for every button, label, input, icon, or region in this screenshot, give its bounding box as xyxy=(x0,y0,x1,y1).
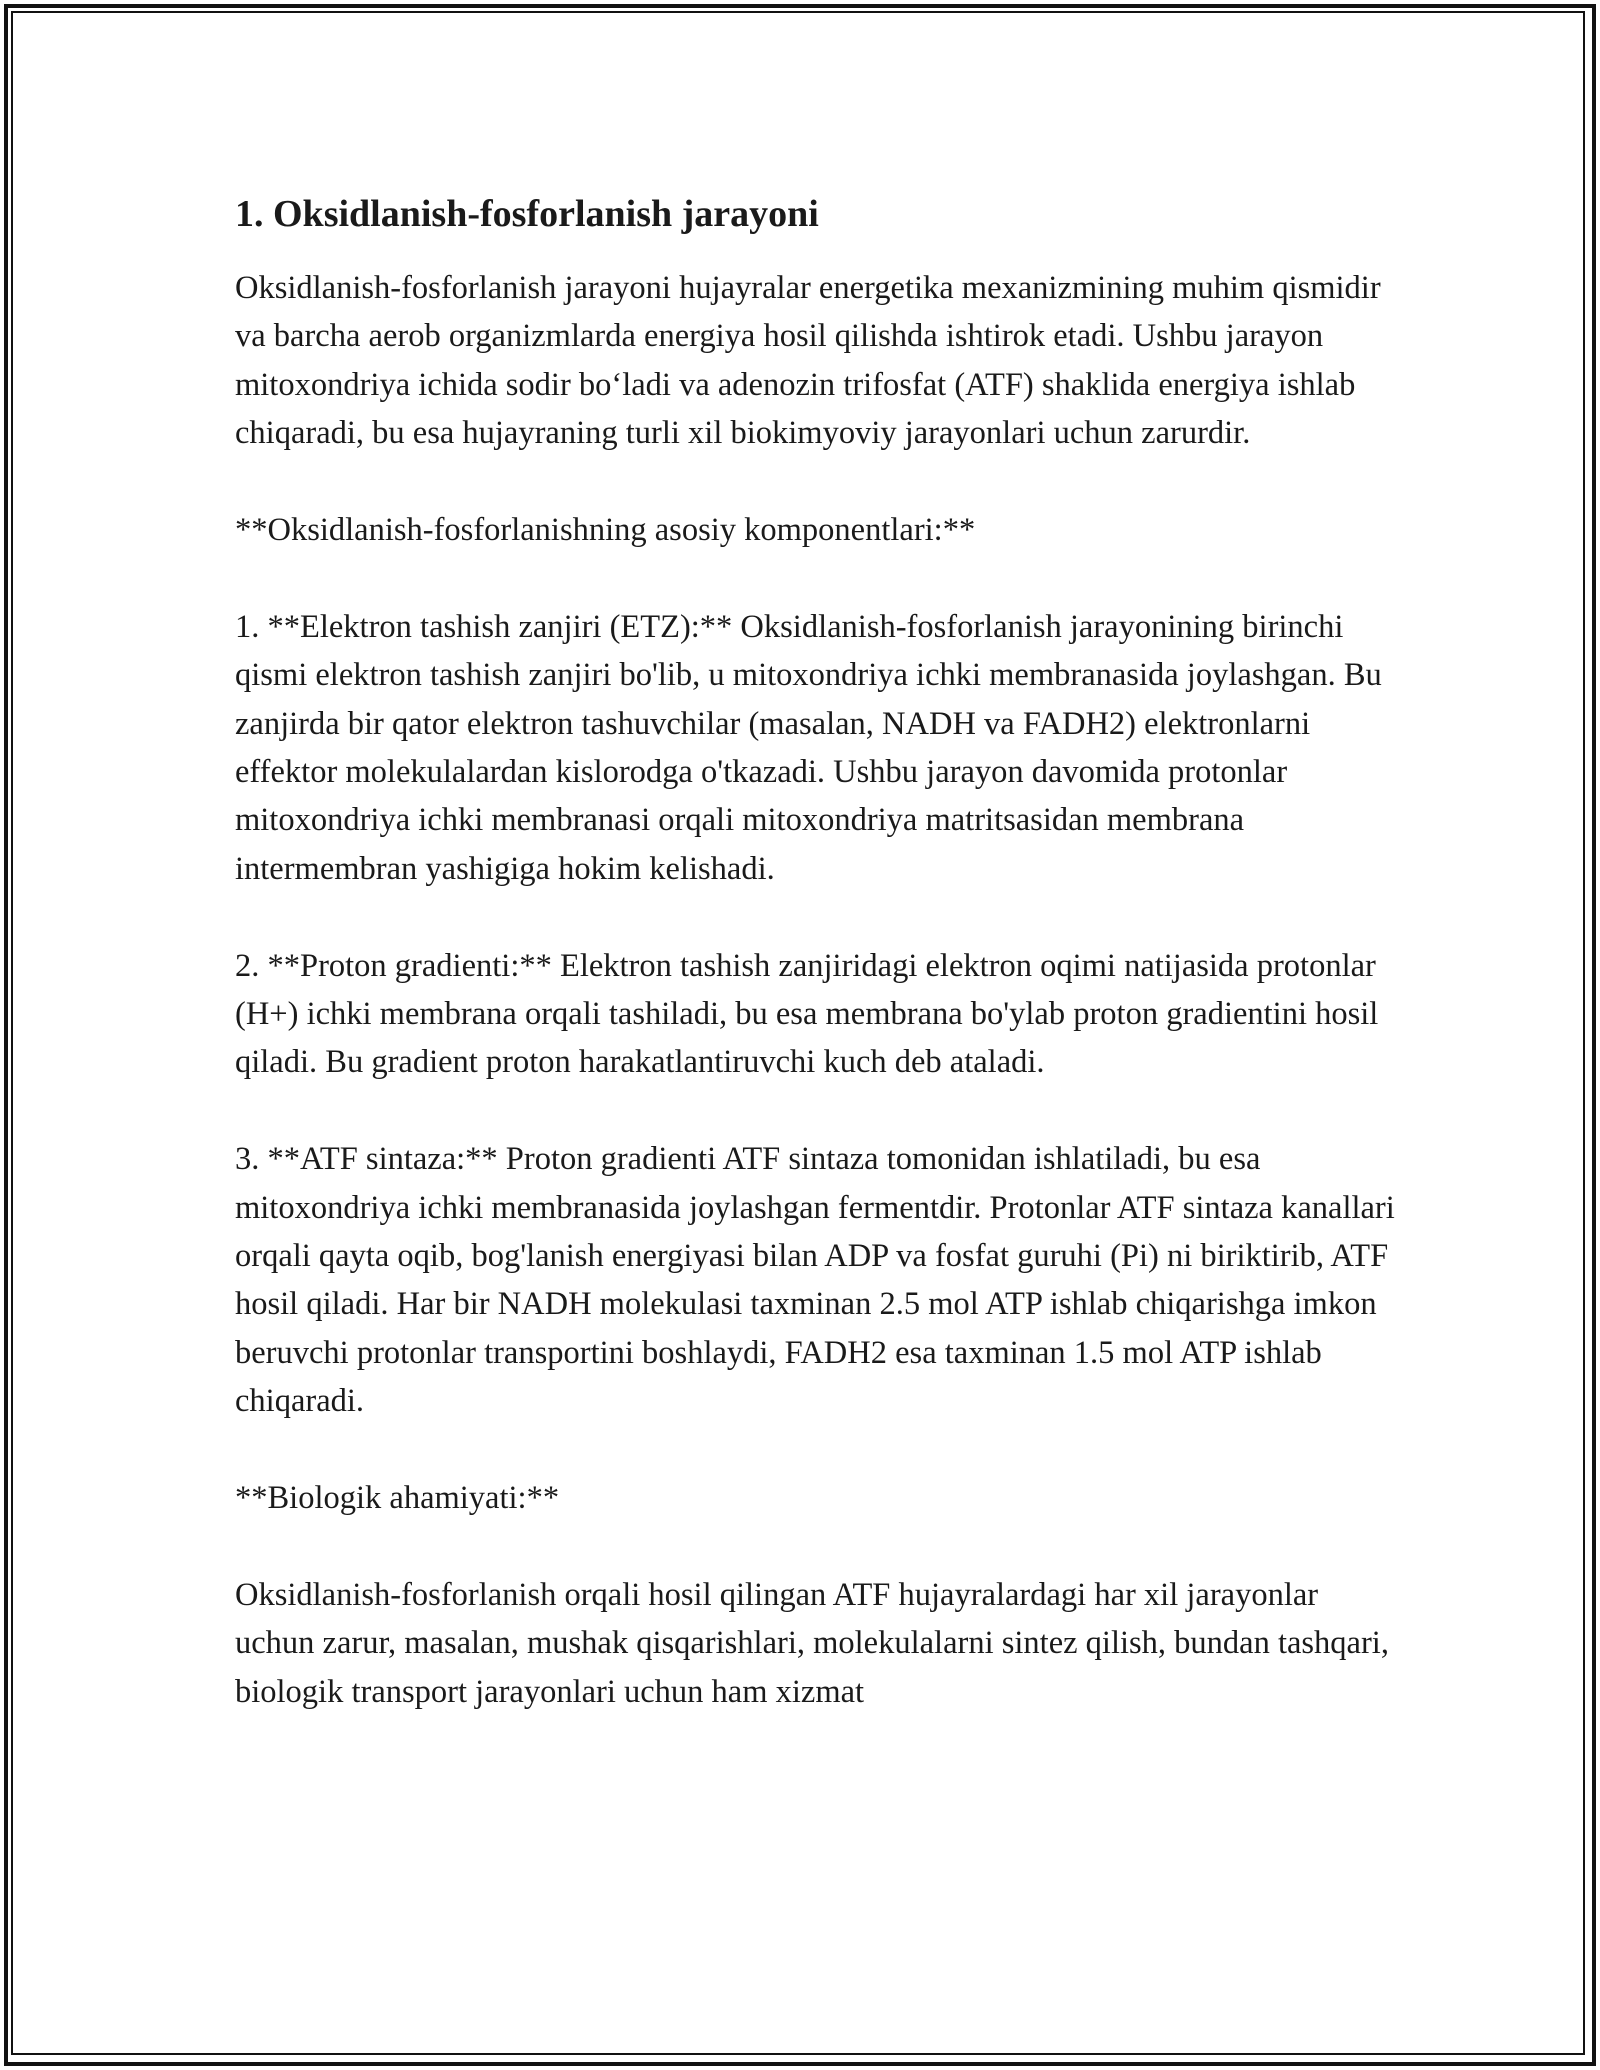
atf-synthase-paragraph: 3. **ATF sintaza:** Proton gradienti ATF sintaza tomonidan ishlatiladi, bu esa mitoxondriya ichki membranasida joylashgan fermentdir. Protonlar ATF sintaza kanallari orqali qayta oqib, bog'lanish energiyasi bilan ADP va fosfat guruhi (Pi) ni biriktirib, ATF hosil qiladi. Har bir NADH molekulasi taxminan 2.5 mol ATP ishlab chiqarishga imkon beruvchi protonlar transportini boshlaydi, FADH2 esa taxminan 1.5 mol ATP ishlab chiqaradi. xyxy=(235,1141,1395,1420)
intro-paragraph: Oksidlanish-fosforlanish jarayoni hujayralar energetika mexanizmining muhim qismidir va barcha aerob organizmlarda energiya hosil qilishda ishtirok etadi. Ushbu jarayon mitoxondriya ichida sodir bo‘ladi va adenozin trifosfat (ATF) shaklida energiya ishlab chiqaradi, bu esa hujayraning turli xil biokimyoviy jarayonlari uchun zarurdir. xyxy=(235,270,1381,452)
etz-paragraph: 1. **Elektron tashish zanjiri (ETZ):** Oksidlanish-fosforlanish jarayonining birinchi qismi elektron tashish zanjiri bo'lib, u mitoxondriya ichki membranasida joylashgan. Bu zanjirda bir qator elektron tashuvchilar (masalan, NADH va FADH2) elektronlarni effektor molekulalardan kislorodga o'tkazadi. Ushbu jarayon davomida protonlar mitoxondriya ichki membranasi orqali mitoxondriya matritsasidan membrana intermembran yashigiga hokim kelishadi. xyxy=(235,608,1382,887)
biological-significance-subheading: **Biologik ahamiyati:** xyxy=(235,1480,560,1517)
document-body xyxy=(235,186,1395,1764)
proton-gradient-paragraph: 2. **Proton gradienti:** Elektron tashish zanjiridagi elektron oqimi natijasida protonlar (H+) ichki membrana orqali tashiladi, bu esa membrana bo'ylab proton gradientini hosil qiladi. Bu gradient proton harakatlantiruvchi kuch deb ataladi. xyxy=(235,947,1379,1081)
significance-paragraph: Oksidlanish-fosforlanish orqali hosil qilingan ATF hujayralardagi har xil jarayonlar uchun zarur, masalan, mushak qisqarishlari, molekulalarni sintez qilish, bundan tashqari, biologik transport jarayonlari uchun ham xizmat xyxy=(235,1576,1389,1710)
components-subheading: **Oksidlanish-fosforlanishning asosiy komponentlari:** xyxy=(235,512,976,549)
section-heading: 1. Oksidlanish-fosforlanish jarayoni xyxy=(235,193,819,235)
